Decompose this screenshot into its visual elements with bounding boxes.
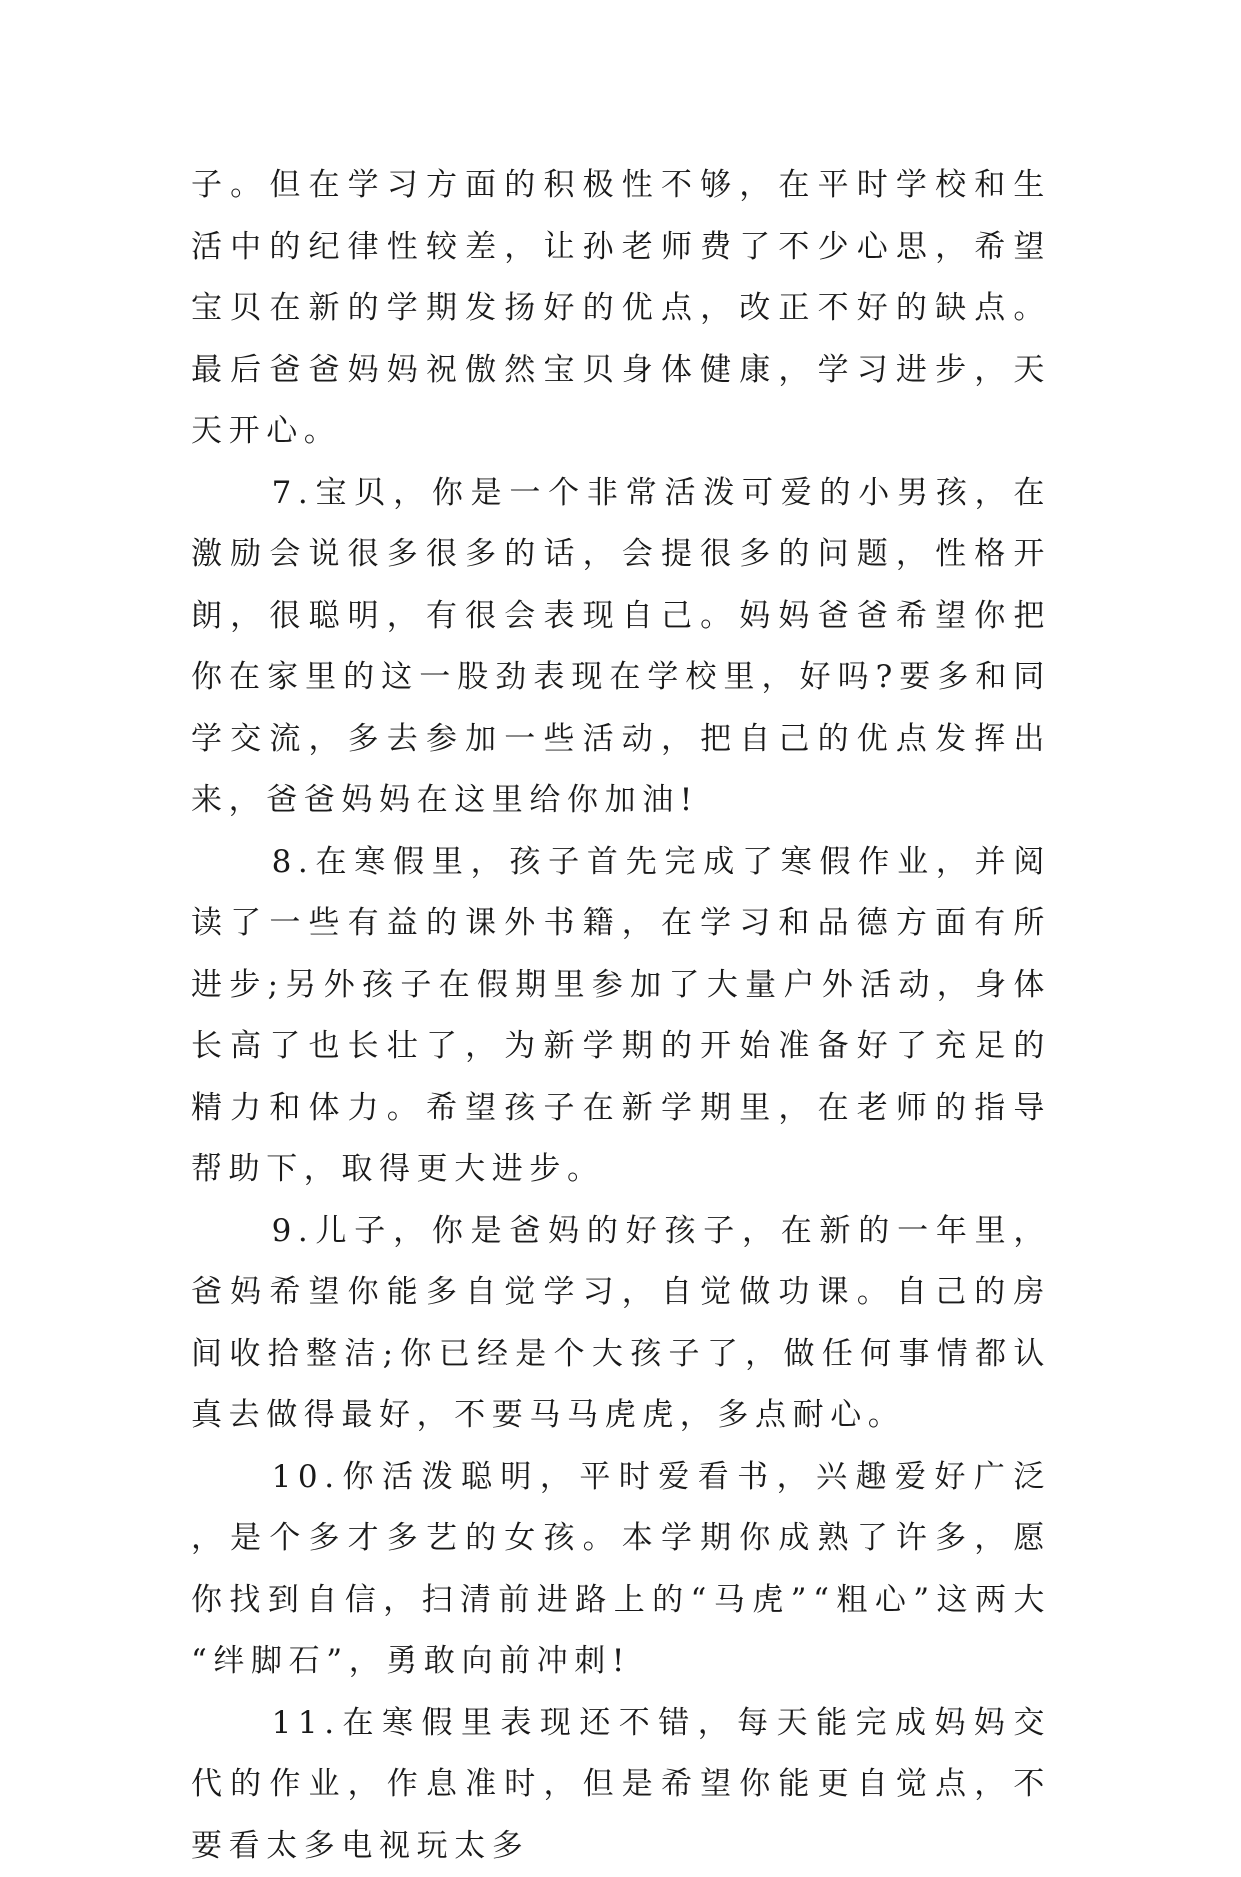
body-text bbox=[191, 155, 1051, 1877]
paragraph-item-7: 7.宝贝，你是一个非常活泼可爱的小男孩，在激励会说很多很多的话，会提很多的问题，性格开朗，很聪明，有很会表现自己。妈妈爸爸希望你把你在家里的这一股劲表现在学校里，好吗?要多和同学交流，多去参加一些活动，把自己的优点发挥出来，爸爸妈妈在这里给你加油! bbox=[191, 463, 1051, 832]
paragraph-item-9: 9.儿子，你是爸妈的好孩子，在新的一年里，爸妈希望你能多自觉学习，自觉做功课。自己的房间收拾整洁;你已经是个大孩子了，做任何事情都认真去做得最好，不要马马虎虎，多点耐心。 bbox=[191, 1201, 1051, 1447]
paragraph-item-11: 11.在寒假里表现还不错，每天能完成妈妈交代的作业，作息准时，但是希望你能更自觉点，不要看太多电视玩太多 bbox=[191, 1693, 1051, 1877]
paragraph-continuation: 子。但在学习方面的积极性不够，在平时学校和生活中的纪律性较差，让孙老师费了不少心思，希望宝贝在新的学期发扬好的优点，改正不好的缺点。最后爸爸妈妈祝傲然宝贝身体健康，学习进步，天天开心。 bbox=[191, 155, 1051, 463]
paragraph-item-10: 10.你活泼聪明，平时爱看书，兴趣爱好广泛，是个多才多艺的女孩。本学期你成熟了许多，愿你找到自信，扫清前进路上的“马虎”“粗心”这两大“绊脚石”，勇敢向前冲刺! bbox=[191, 1447, 1051, 1693]
paragraph-item-8: 8.在寒假里，孩子首先完成了寒假作业，并阅读了一些有益的课外书籍，在学习和品德方面有所进步;另外孩子在假期里参加了大量户外活动，身体长高了也长壮了，为新学期的开始准备好了充足的精力和体力。希望孩子在新学期里，在老师的指导帮助下，取得更大进步。 bbox=[191, 832, 1051, 1201]
